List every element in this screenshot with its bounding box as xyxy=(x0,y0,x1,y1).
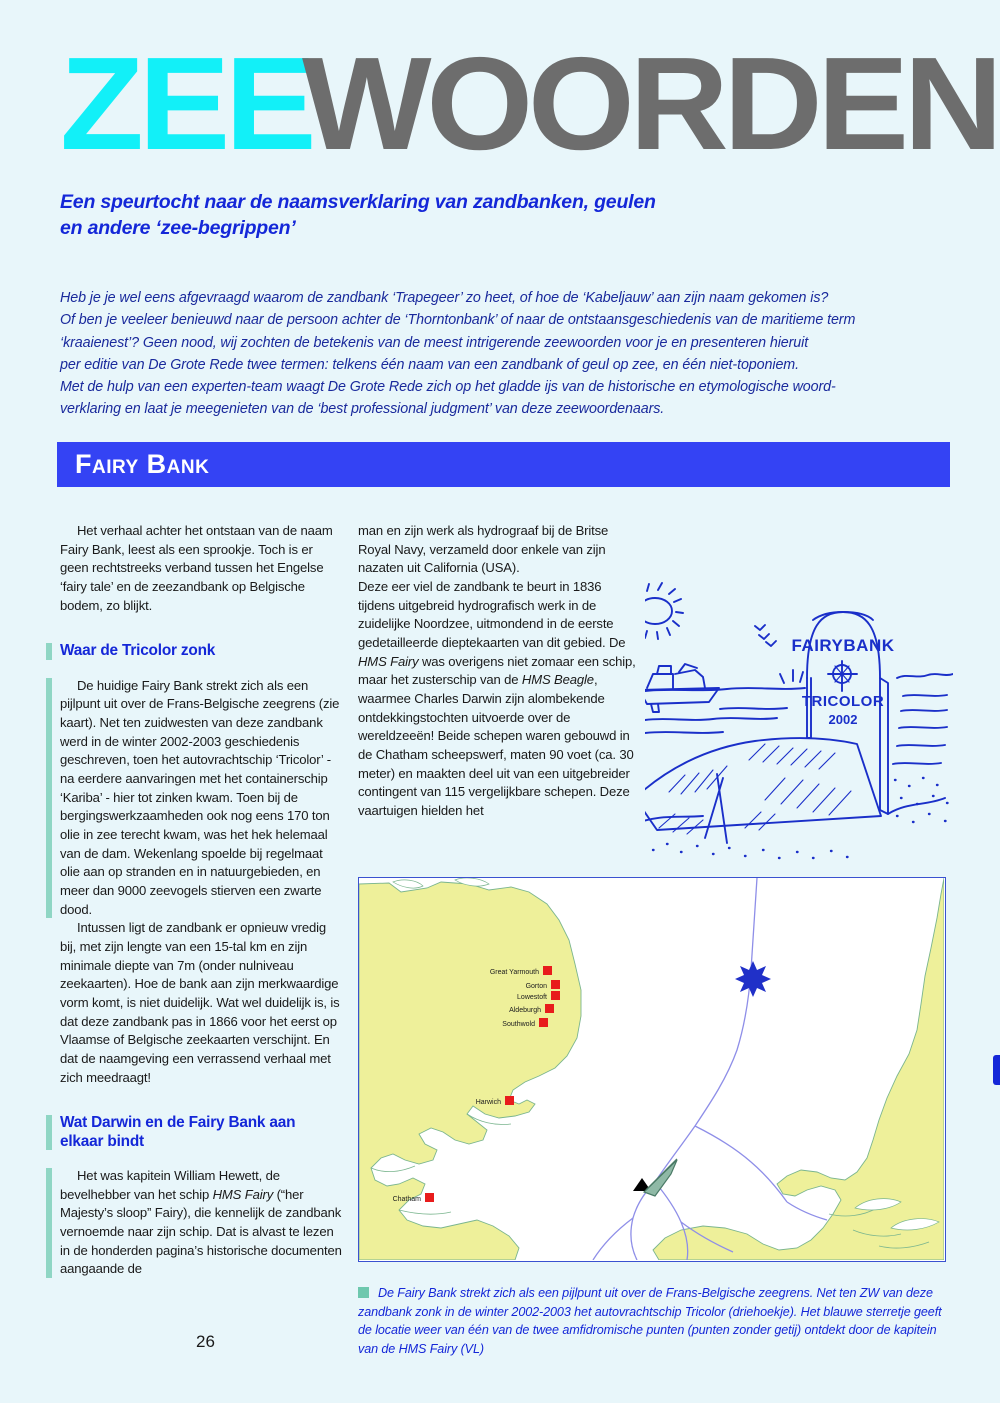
svg-text:Gorton: Gorton xyxy=(525,983,547,990)
svg-text:2002: 2002 xyxy=(828,712,858,727)
ship-name-hms-fairy: HMS Fairy xyxy=(212,1186,274,1202)
svg-text:Harwich: Harwich xyxy=(475,1099,501,1106)
splash-icon xyxy=(780,670,803,683)
paragraph-darwin-1 xyxy=(60,1167,342,1279)
map-amphidromic-point-marker xyxy=(735,961,771,997)
intro-line-4: per editie van De Grote Rede twee termen: telkens één naam van een zandbank of geul op zee, en één niet-toponiem. xyxy=(60,356,799,373)
cross-icon xyxy=(828,661,857,691)
paragraph-tricolor-1: De huidige Fairy Bank strekt zich als een pijlpunt uit over de Frans-Belgische zeegrens (zie kaart). Net ten zuidwesten van deze zandbank werd in de winter 2002-2003 geschiedenis geschreven, toen het autovrachtschip ‘Tricolor’ - na eerdere aanvaringen met het containerschip ‘Kariba’ - hier tot zinken kwam. Toen bij de bergingswerkzaamheden ook nog eens 170 ton olie in zee terecht kwam, was het hek helemaal van de dam. Wekenlang spoelde bij regelmaat olie aan op stranden en in natuurgebieden, en meer dan 9000 zeevogels stierven een zwarte dood. xyxy=(60,677,342,920)
subtitle xyxy=(60,190,820,242)
page-edge-tab xyxy=(993,1055,1000,1085)
boat-icon xyxy=(645,664,719,712)
ship-name-hms-beagle: HMS Beagle xyxy=(521,672,594,688)
article-left-column xyxy=(60,522,342,1279)
paragraph-tricolor-2: Intussen ligt de zandbank er opnieuw vredig bij, met zijn lengte van een 15-tal km en zijn minimale diepte van 7m (onder nulniveau zeekaarten). Hoe de bank aan zijn merkwaardige vorm komt, is niet duidelijk. Wat wel duidelijk is, is dat deze zandbank pas in 1866 voor het eerst op Vlaamse of Belgische zeekaarten verschijnt. En dat de naamgeving een verrassend verhaal met zich meedraagt! xyxy=(60,920,340,1085)
map-caption xyxy=(358,1284,946,1359)
birds-icon xyxy=(755,625,776,646)
intro-line-5: Met de hulp van een experten-team waagt De Grote Rede zich op het gladde ijs van de historische en etymologische woord- xyxy=(60,379,836,396)
lead-paragraph: Het verhaal achter het ontstaan van de naam Fairy Bank, leest als een sprookje. Toch is er geen rechtstreeks verband tussen het Engelse ‘fairy tale’ en de zeezandbank op Belgische bodem, zo blijkt. xyxy=(60,523,333,613)
intro-line-3: ‘kraaienest’? Geen nood, wij zochten de betekenis van de meest intrigerende zeewoorden voor je en presenteren hieruit xyxy=(60,334,809,351)
caption-bullet-icon xyxy=(358,1287,369,1298)
map-figure-fairy-bank xyxy=(358,877,946,1262)
sea-icon xyxy=(645,674,953,764)
paragraph-right-1: man en zijn werk als hydrograaf bij de Britse Royal Navy, verzameld door enkele van zijn nazaten uit California (USA). xyxy=(358,523,609,576)
svg-text:TRICOLOR: TRICOLOR xyxy=(801,693,885,710)
intro-line-6: verklaring en laat je meegenieten van de ‘best professional judgment’ van deze zeewoordenaars. xyxy=(60,401,665,418)
right-text-2: was overigens niet zomaar een schip, maar het zusterschip van de xyxy=(358,653,636,688)
shore-line xyxy=(888,798,945,814)
paragraph-right-2 xyxy=(358,578,640,821)
section-header-bar xyxy=(57,442,950,487)
heading2-line-1: Wat Darwin en de Fairy Bank aan xyxy=(60,1114,296,1132)
svg-text:Southwold: Southwold xyxy=(502,1021,535,1028)
subtitle-line-1: Een speurtocht naar de naamsverklaring van zandbanken, geulen xyxy=(60,191,656,213)
svg-text:FAIRYBANK: FAIRYBANK xyxy=(791,636,895,655)
intro-line-1: Heb je je wel eens afgevraagd waarom de zandbank ‘Trapegeer’ zo heet, of hoe de ‘Kabeljauw’ aan zijn naam gekomen is? xyxy=(60,290,829,306)
masthead-word-woorden: WOORDEN xyxy=(301,30,998,177)
heading-wat-darwin-en-de-fairy-bank xyxy=(60,1114,342,1151)
sun-icon xyxy=(645,583,683,639)
sandbank-icon xyxy=(645,738,881,843)
intro-line-2: Of ben je veeleer benieuwd naar de persoon achter de ‘Thorntonbank’ of naar de ontstaansgeschiedenis van de maritieme term xyxy=(60,312,856,329)
darwin-text-1: Het was kapitein William Hewett, de bevelhebber van het schip xyxy=(60,1168,280,1202)
darwin-text-2: (“her Majesty’s sloop” Fairy), die kennelijk de zandbank vernoemde naar zijn schip. Dat is alvast te lezen in de honderden pagina’s historische documenten aangaande de xyxy=(60,1186,342,1277)
heading2-line-2: elkaar bindt xyxy=(60,1132,144,1150)
right-text-1: Deze eer viel de zandbank te beurt in 1836 tijdens uitgebreid hydrografisch werk in de zuidelijke Noordzee, uitmondend in de eerste gedetailleerde dieptekaarten van dit gebied. De xyxy=(358,578,626,650)
svg-text:Aldeburgh: Aldeburgh xyxy=(509,1007,541,1014)
right-text-3: , waarmee Charles Darwin zijn alombekende ontdekkingstochten uitvoerde over de wereldzeeën! Beide schepen waren gebouwd in de Chatham scheepswerf, maten 90 voet (ca. 30 meter) en maakten deel uit van een uitgebreider contingent van 115 vergelijkbare schepen. Deze vaartuigen hielden het xyxy=(358,672,634,818)
svg-text:Chatham: Chatham xyxy=(392,1196,421,1203)
svg-text:Lowestoft: Lowestoft xyxy=(517,994,547,1001)
illustration-fairybank-sketch xyxy=(645,578,953,870)
article-right-column xyxy=(358,522,640,821)
heading-waar-de-tricolor-zonk: Waar de Tricolor zonk xyxy=(60,642,342,660)
section-title: Fairy Bank xyxy=(75,449,210,479)
masthead xyxy=(60,30,998,177)
ship-name-hms-fairy-2: HMS Fairy xyxy=(358,653,419,669)
page-number: 26 xyxy=(196,1332,215,1351)
intro-paragraph xyxy=(60,287,950,421)
caption-text: De Fairy Bank strekt zich als een pijlpunt uit over de Frans-Belgische zeegrens. Net ten ZW van deze zandbank zonk in de winter 2002-2003 het autovrachtschip Tricolor (driehoekje). Het blauwe sterretje geeft de locatie weer van één van de twee amfidromische punten (punten zonder getij) ontdekt door de kapitein van de HMS Fairy (VL) xyxy=(358,1286,942,1356)
masthead-word-zee: ZEE xyxy=(60,30,312,177)
svg-text:Great Yarmouth: Great Yarmouth xyxy=(489,969,539,976)
subtitle-line-2: en andere ‘zee-begrippen’ xyxy=(60,216,296,239)
